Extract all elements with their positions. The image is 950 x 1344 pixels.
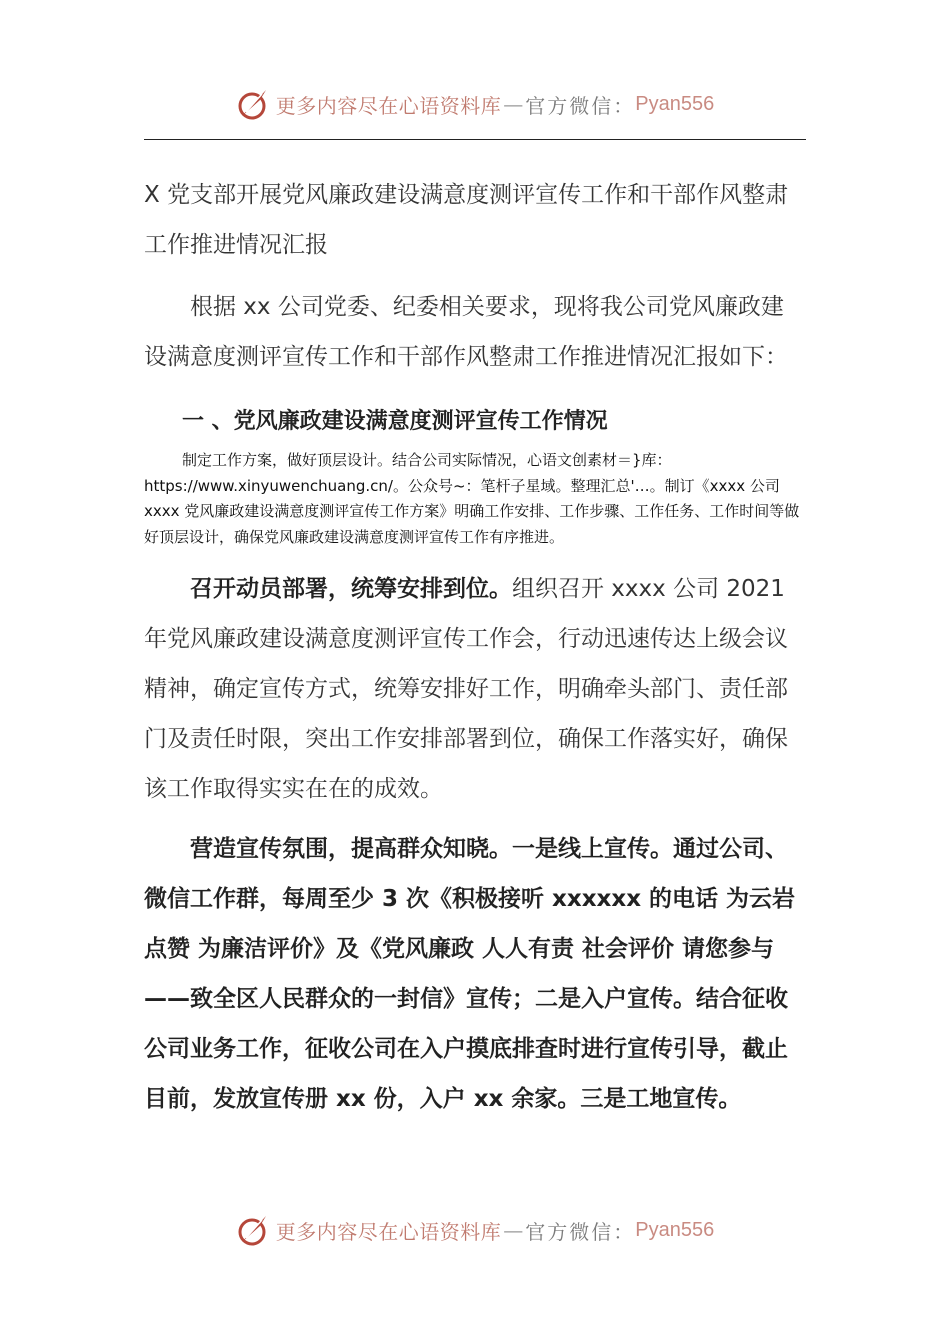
footer-banner [0,1208,950,1252]
intro-paragraph: 根据 xx 公司党委、纪委相关要求，现将我公司党风廉政建设满意度测评宣传工作和干部作风整肃工作推进情况汇报如下： [144,294,788,370]
quill-logo-icon [236,86,272,122]
quill-logo-icon [236,1212,272,1248]
document-title: X 党支部开展党风廉政建设满意度测评宣传工作和干部作风整肃工作推进情况汇报 [144,182,789,258]
banner-text: 更多内容尽在心语资料库 [275,1219,502,1244]
wechat-label: 官方微信： [525,1219,636,1244]
paragraph-mobilization [144,564,806,814]
paragraph-lead: 召开动员部署，统筹安排到位。 [190,576,512,602]
paragraph-publicity: 营造宣传氛围，提高群众知晓。一是线上宣传。通过公司、微信工作群，每周至少 3 次《积极接听 xxxxxx 的电话 为云岩点赞 为廉洁评价》及《党风廉政 人人有责 社会评价 请您参与——致全区人民群众的一封信》宣传；二是入户宣传。结合征收公司业务工作，征收公司在入户摸底排查时进行宣传引导，截止目前，发放宣传册 xx 份，入户 xx 余家。三是工地宣传。 [144,836,796,1112]
wechat-label: 官方微信： [525,93,636,118]
wechat-id: Pyan556 [635,1218,715,1241]
wechat-id: Pyan556 [635,92,715,115]
document-body [144,170,806,1124]
banner-dash: — [503,92,524,116]
section-heading: 一 、党风廉政建设满意度测评宣传工作情况 [182,409,608,434]
paragraph-work-plan: 制定工作方案，做好顶层设计。结合公司实际情况，心语文创素材＝}库：https://www.xinyuwenchuang.cn/。公众号~：笔杆子星域。整理汇总'…。制订《xxxx 公司xxxx 党风廉政建设满意度测评宣传工作方案》明确工作安排、工作步骤、工作任务、工作时间等做好顶层设计，确保党风廉政建设满意度测评宣传工作有序推进。 [144,451,800,546]
banner-text: 更多内容尽在心语资料库 [275,93,502,118]
header-divider [144,139,806,140]
header-banner [0,82,950,126]
banner-dash: — [503,1218,524,1242]
paragraph-body: 组织召开 xxxx 公司 2021 年党风廉政建设满意度测评宣传工作会，行动迅速传达上级会议精神，确定宣传方式，统筹安排好工作，明确牵头部门、责任部门及责任时限，突出工作安排部署到位，确保工作落实好，确保该工作取得实实在在的成效。 [144,576,788,802]
